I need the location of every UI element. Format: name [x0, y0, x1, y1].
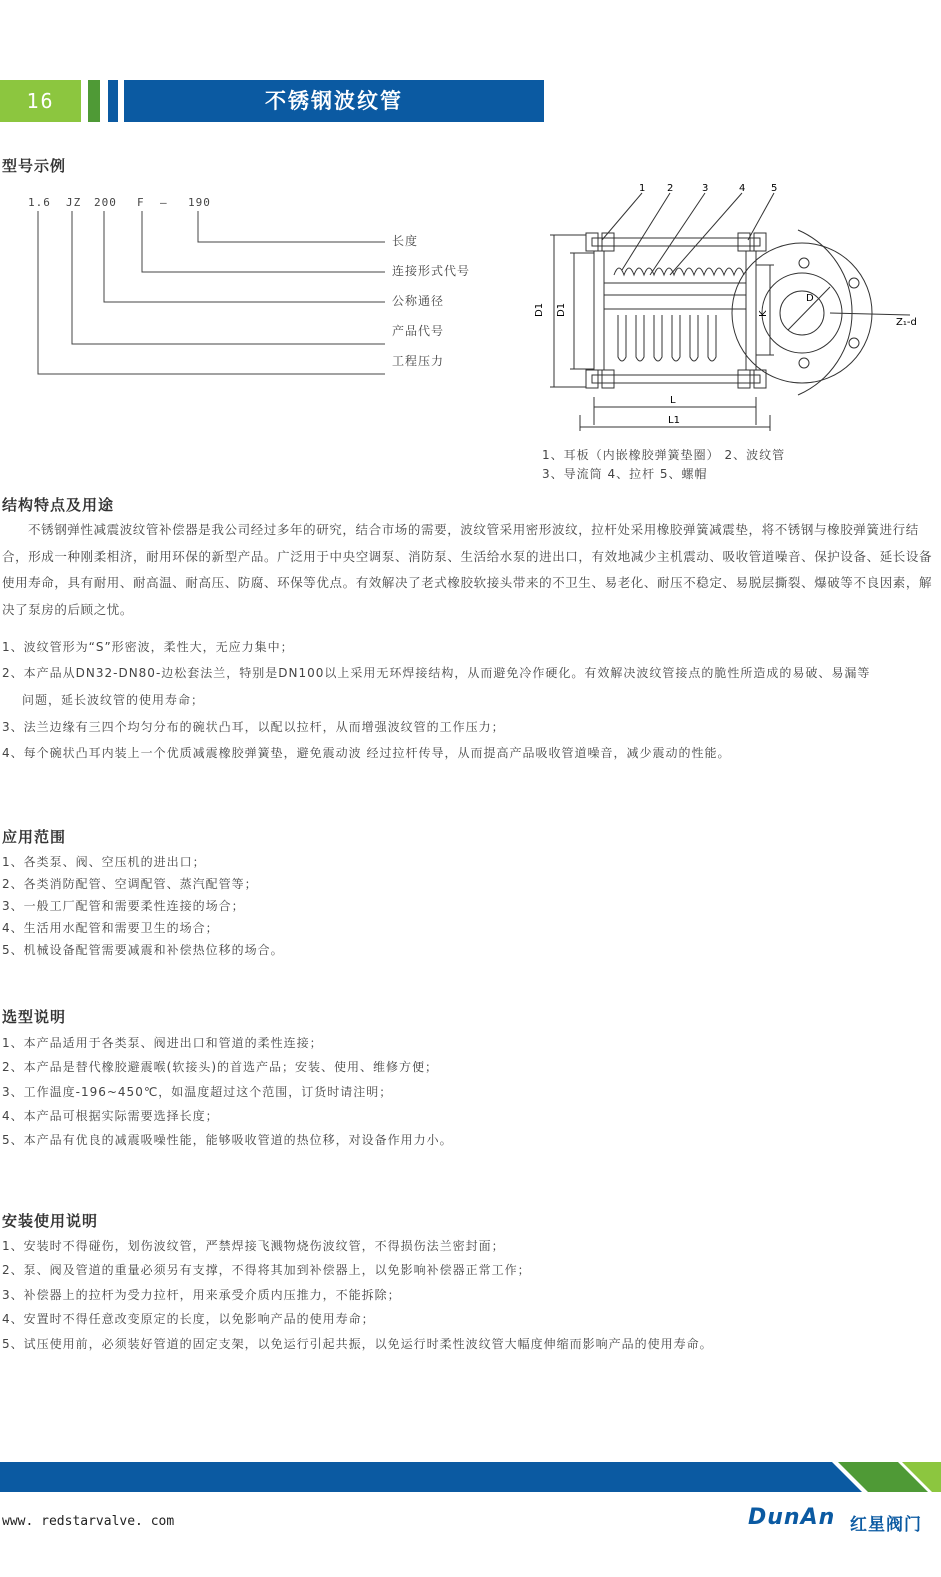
application-item-2: 2、各类消防配管、空调配管、蒸汽配管等； [2, 877, 258, 891]
selection-item-2: 2、本产品是替代橡胶避震喉(软接头)的首选产品；安装、使用、维修方便； [2, 1060, 439, 1074]
footer-website[interactable]: www. redstarvalve. com [2, 1514, 175, 1529]
model-example-heading: 型号示例 [2, 157, 67, 175]
application-item-1: 1、各类泵、阀、空压机的进出口； [2, 855, 206, 869]
bellows-technical-drawing [530, 175, 940, 435]
page-number: 16 [0, 80, 81, 122]
dim-z1-d: Z₁-d [896, 317, 917, 328]
installation-item-2: 2、泵、阀及管道的重量必须另有支撑，不得将其加到补偿器上，以免影响补偿器正常工作； [2, 1263, 531, 1277]
installation-item-3: 3、补偿器上的拉杆为受力拉杆，用来承受介质内压推力，不能拆除； [2, 1288, 401, 1302]
dim-l: L [670, 395, 676, 406]
dim-d1-inner: D1 [556, 302, 567, 317]
code-length: 190 [188, 196, 211, 209]
code-diameter: 200 [94, 196, 117, 209]
selection-heading: 选型说明 [2, 1008, 67, 1026]
installation-item-4: 4、安置时不得任意改变原定的长度，以免影响产品的使用寿命； [2, 1312, 375, 1326]
structure-item-3: 3、法兰边缘有三四个均匀分布的碗状凸耳，以配以拉杆，从而增强波纹管的工作压力； [2, 720, 505, 734]
code-pressure: 1.6 [28, 196, 51, 209]
legend-length: 长度 [392, 234, 419, 248]
footer-band [0, 1462, 941, 1494]
structure-heading: 结构特点及用途 [2, 496, 115, 514]
application-heading: 应用范围 [2, 828, 67, 846]
legend-product-code: 产品代号 [392, 324, 445, 338]
legend-nominal-diameter: 公称通径 [392, 294, 445, 308]
part-number-3: 3 [702, 183, 709, 194]
structure-paragraph: 不锈钢弹性减震波纹管补偿器是我公司经过多年的研究，结合市场的需要，波纹管采用密形波纹，拉杆处采用橡胶弹簧减震垫，将不锈钢与橡胶弹簧进行结合，形成一种刚柔相济，耐用环保的新型产品。广泛用于中央空调泵、消防泵、生活给水泵的进出口，有效地减少主机震动、吸收管道噪音、保护设备、延长设备使用寿命，具有耐用、耐高温、耐高压、防腐、环保等优点。有效解决了老式橡胶软接头带来的不卫生、易老化、耐压不稳定、易脱层撕裂、爆破等不良因素，解决了泵房的后顾之忧。 [2, 522, 933, 617]
selection-item-4: 4、本产品可根据实际需要选择长度； [2, 1109, 219, 1123]
application-item-5: 5、机械设备配管需要减震和补偿热位移的场合。 [2, 943, 284, 957]
legend-connection-code: 连接形式代号 [392, 264, 471, 278]
part-number-2: 2 [667, 183, 674, 194]
diagram-caption-line1: 1、耳板（内嵌橡胶弹簧垫圈） 2、波纹管 [542, 448, 786, 462]
selection-item-3: 3、工作温度-196~450℃，如温度超过这个范围，订货时请注明； [2, 1085, 393, 1099]
dim-d1-outer: D1 [534, 302, 545, 317]
installation-heading: 安装使用说明 [2, 1212, 99, 1230]
dim-d: D [806, 293, 814, 304]
part-number-4: 4 [739, 183, 746, 194]
code-connection: F [137, 196, 145, 209]
legend-working-pressure: 工程压力 [392, 354, 445, 368]
structure-item-2-cont: 问题，延长波纹管的使用寿命； [22, 693, 205, 707]
dim-l1: L1 [668, 415, 680, 426]
selection-item-1: 1、本产品适用于各类泵、阀进出口和管道的柔性连接； [2, 1036, 323, 1050]
diagram-caption-line2: 3、导流筒 4、拉杆 5、螺帽 [542, 467, 708, 481]
dim-k: K [758, 310, 769, 317]
model-legend-lines [0, 0, 500, 400]
brand-name-cn: 红星阀门 [850, 1515, 922, 1535]
structure-item-1: 1、波纹管形为“S”形密波，柔性大，无应力集中； [2, 640, 294, 654]
page-title: 不锈钢波纹管 [124, 80, 544, 122]
brand-logo: DunAn [748, 1505, 836, 1530]
installation-item-1: 1、安装时不得碰伤，划伤波纹管，严禁焊接飞溅物烧伤波纹管，不得损伤法兰密封面； [2, 1239, 505, 1253]
structure-item-4: 4、每个碗状凸耳内装上一个优质减震橡胶弹簧垫，避免震动波 经过拉杆传导，从而提高产品吸收管道噪音，减少震动的性能。 [2, 746, 731, 760]
selection-item-5: 5、本产品有优良的减震吸噪性能，能够吸收管道的热位移，对设备作用力小。 [2, 1133, 453, 1147]
application-item-4: 4、生活用水配管和需要卫生的场合； [2, 921, 219, 935]
installation-item-5: 5、试压使用前，必须装好管道的固定支架，以免运行引起共振，以免运行时柔性波纹管大幅度伸缩而影响产品的使用寿命。 [2, 1337, 713, 1351]
application-item-3: 3、一般工厂配管和需要柔性连接的场合； [2, 899, 245, 913]
part-number-5: 5 [771, 183, 778, 194]
structure-item-2: 2、本产品从DN32-DN80-边松套法兰，特别是DN100以上采用无环焊接结构，从而避免冷作硬化。有效解决波纹管接点的脆性所造成的易破、易漏等 [2, 666, 871, 680]
part-number-1: 1 [639, 183, 646, 194]
code-dash: — [160, 196, 168, 209]
code-product: JZ [66, 196, 82, 209]
